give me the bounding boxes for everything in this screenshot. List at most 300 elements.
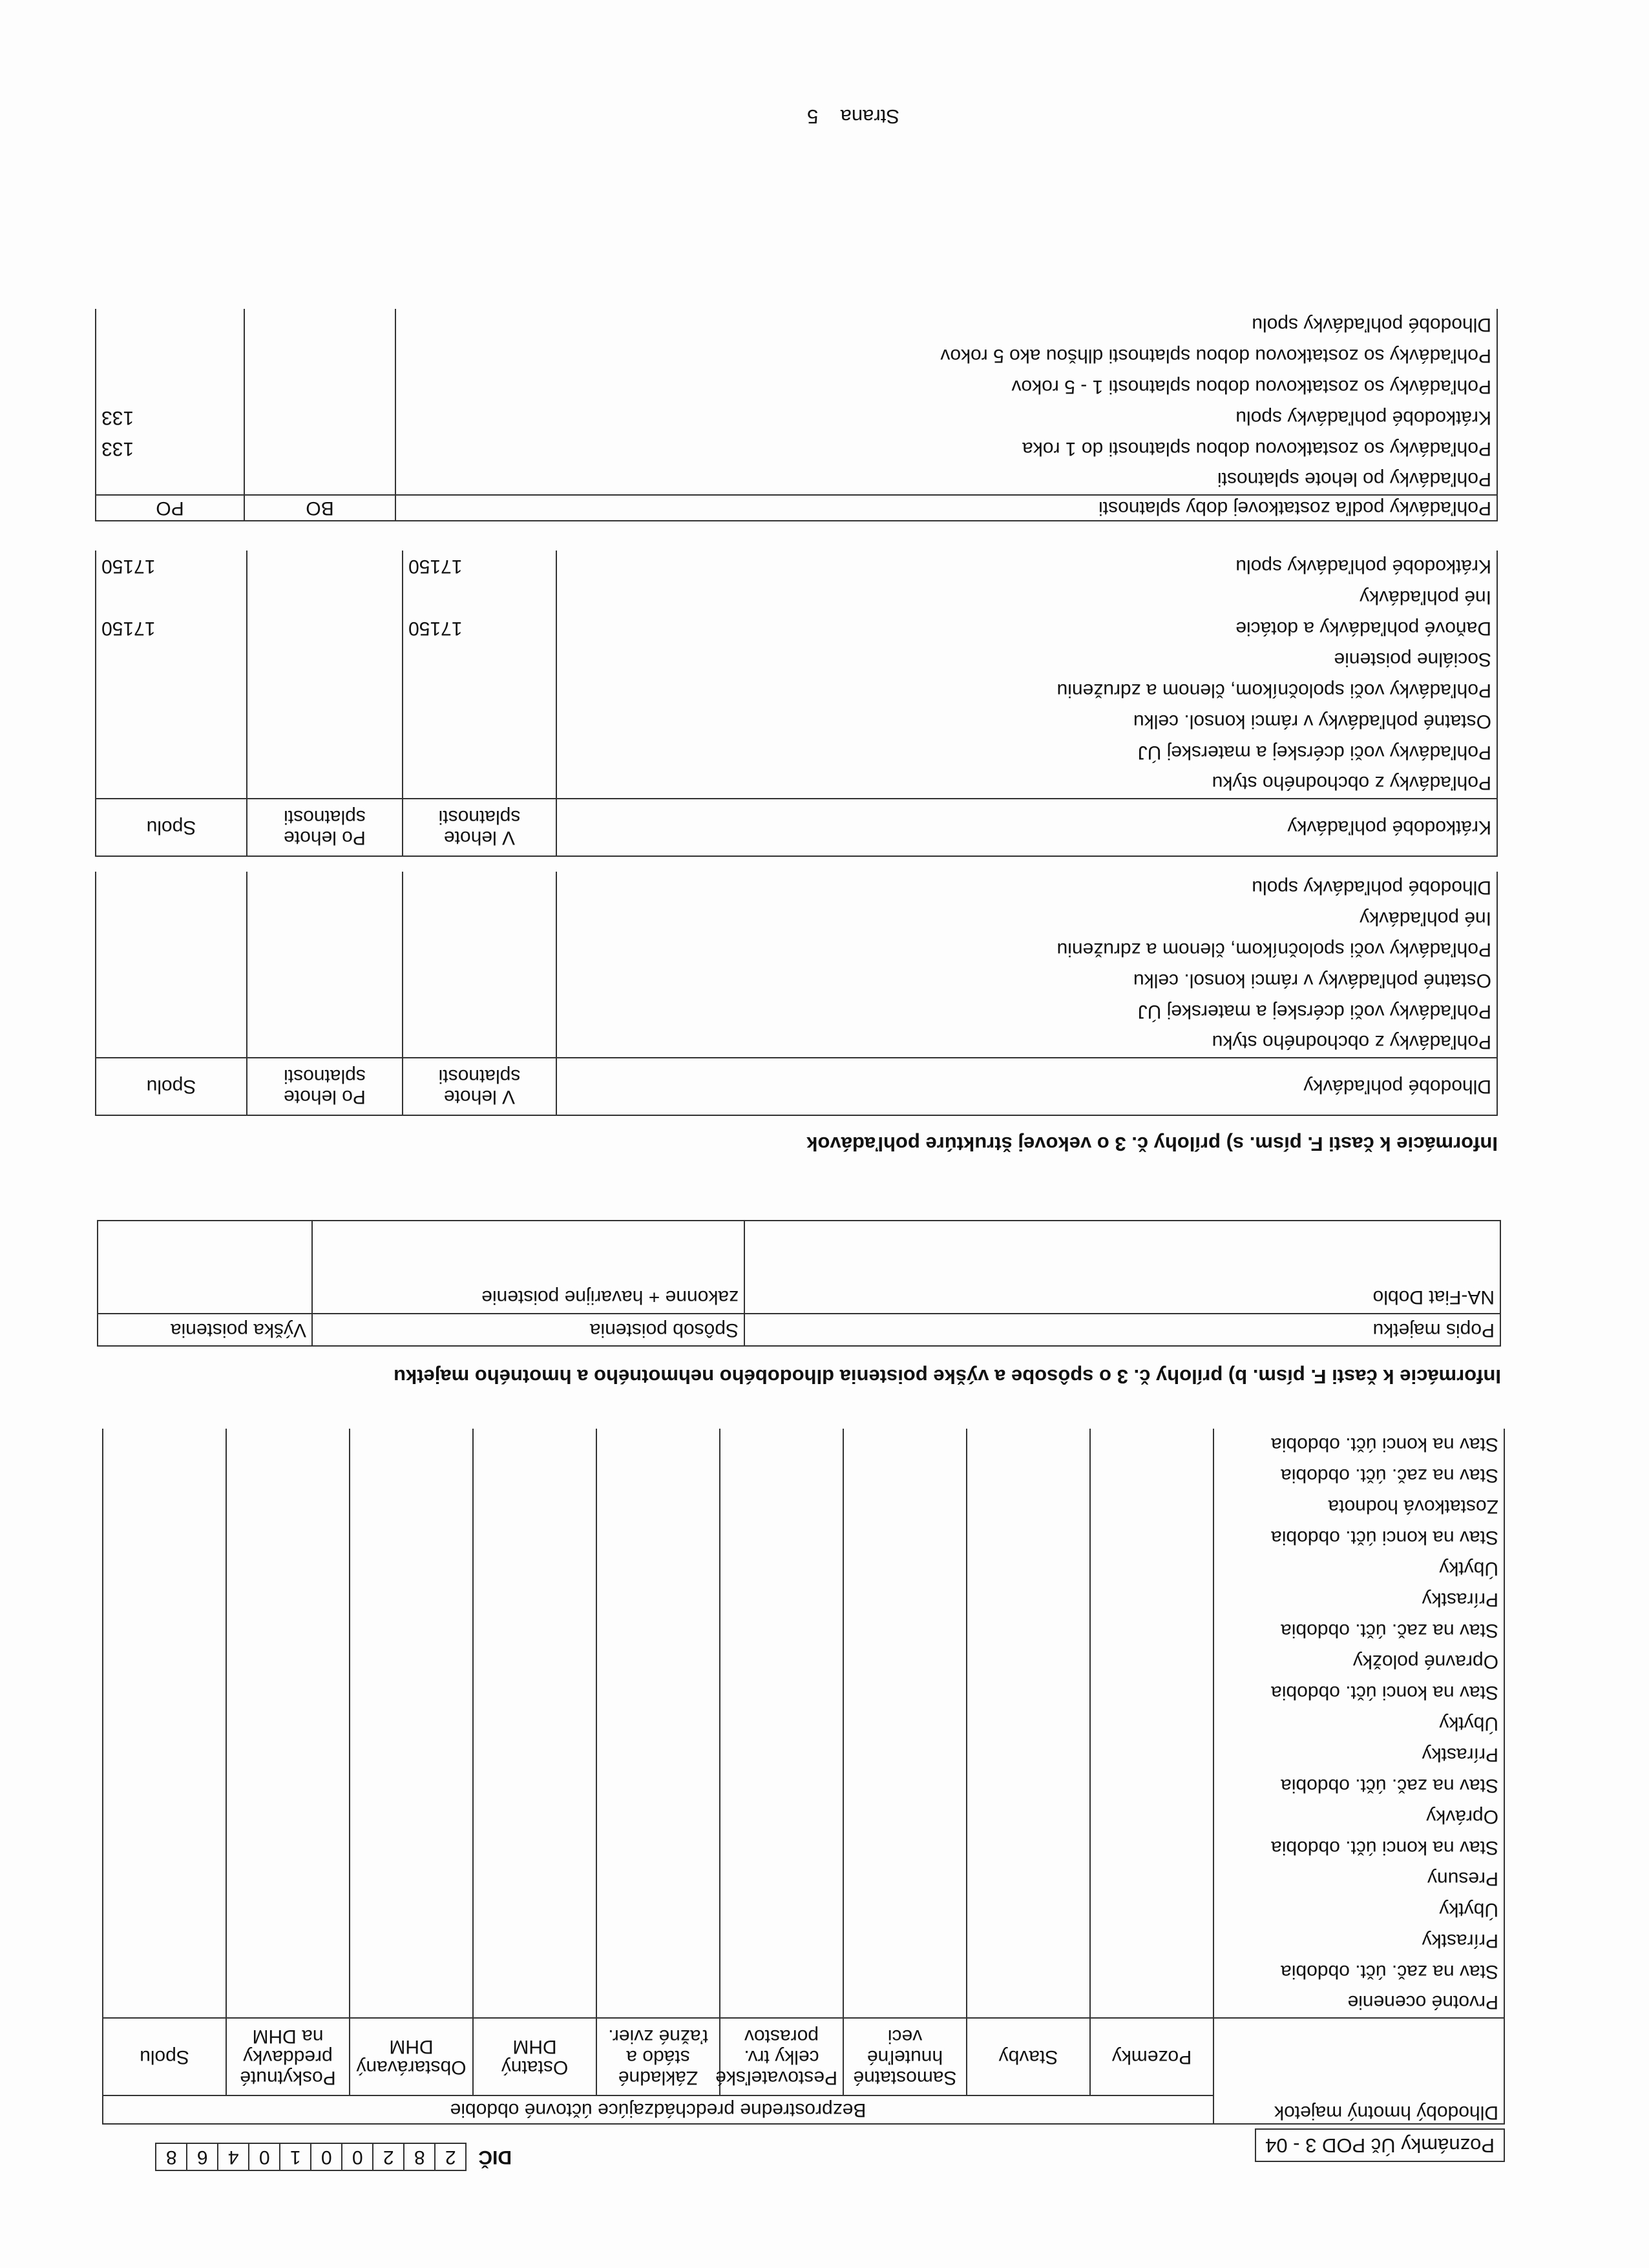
value-cell [103, 1615, 226, 1646]
value-cell [103, 1429, 226, 1460]
column-header: V lehote splatnosti [403, 799, 556, 856]
value-cell [596, 1894, 720, 1925]
value-cell [843, 1801, 967, 1832]
value-cell [843, 1739, 967, 1770]
table-row [103, 1894, 1504, 1925]
row-label: Prírastky [1213, 1925, 1504, 1956]
value-cell [473, 1429, 596, 1460]
value-cell [103, 1708, 226, 1739]
value-cell [1090, 1739, 1213, 1770]
value-cell [720, 1615, 843, 1646]
value-cell [226, 1987, 350, 2018]
row-label: Pohľadávky voči dcérskej a materskej ÚJ [556, 737, 1497, 768]
value-cell [473, 1708, 596, 1739]
value-cell [403, 872, 556, 903]
value-cell [226, 1615, 350, 1646]
value-cell [226, 1522, 350, 1553]
table-row [96, 872, 1497, 903]
value-cell [350, 1832, 473, 1863]
value-cell [247, 903, 403, 934]
value-cell [473, 1522, 596, 1553]
table-row [103, 1646, 1504, 1677]
table-row [103, 1553, 1504, 1584]
row-label: Úbytky [1213, 1894, 1504, 1925]
value-cell [103, 1491, 226, 1522]
value-cell [226, 1801, 350, 1832]
value-cell [596, 1987, 720, 2018]
value-cell [967, 1894, 1090, 1925]
dic-digit: 0 [248, 2144, 279, 2170]
value-cell [967, 1522, 1090, 1553]
dic-label: DIČ [478, 2147, 512, 2168]
value-cell [1090, 1708, 1213, 1739]
table-row [96, 1027, 1497, 1058]
column-header: Krátkodobé pohľadávky [556, 799, 1497, 856]
value-cell [1090, 1522, 1213, 1553]
value-cell: 17150 [403, 551, 556, 582]
value-cell [720, 1491, 843, 1522]
row-label: Iné pohľadávky [556, 582, 1497, 613]
value-cell [96, 464, 244, 495]
value-cell [350, 1553, 473, 1584]
value-cell [473, 1677, 596, 1708]
value-cell [1090, 1894, 1213, 1925]
value-cell [843, 1429, 967, 1460]
value-cell: 17150 [96, 613, 247, 644]
table-row [96, 934, 1497, 965]
value-cell [1090, 1801, 1213, 1832]
value-cell [720, 1677, 843, 1708]
row-label: Prírastky [1213, 1584, 1504, 1615]
value-cell [350, 1925, 473, 1956]
value-cell [350, 1646, 473, 1677]
table-row [103, 1987, 1504, 2018]
table-row [96, 371, 1497, 402]
value-cell [103, 1522, 226, 1553]
value-cell [350, 1584, 473, 1615]
value-cell [96, 675, 247, 706]
table-row [103, 1677, 1504, 1708]
value-cell [843, 1925, 967, 1956]
table-row [96, 551, 1497, 582]
value-cell [96, 706, 247, 737]
value-cell [720, 1987, 843, 2018]
value-cell [403, 706, 556, 737]
insurance-cell: zakonne + havarijne poistenie [312, 1221, 744, 1314]
value-cell [226, 1677, 350, 1708]
row-label: Pohľadávky po lehote splatnosti [395, 464, 1497, 495]
value-cell [226, 1770, 350, 1801]
value-cell [247, 768, 403, 799]
value-cell [247, 934, 403, 965]
column-header: PO [96, 495, 244, 521]
value-cell [843, 1584, 967, 1615]
value-cell [247, 996, 403, 1027]
table-row [96, 737, 1497, 768]
value-cell [403, 1027, 556, 1058]
column-header: Spolu [96, 1058, 247, 1115]
short-term-receivables-table [95, 551, 1498, 857]
value-cell [1090, 1832, 1213, 1863]
dhm-column-header: Pestovateľské celky trv. porastov [720, 2018, 843, 2095]
value-cell [720, 1894, 843, 1925]
value-cell [596, 1770, 720, 1801]
value-cell [473, 1553, 596, 1584]
insurance-title: Informácie k časti F. písm. b) prílohy č. 3 o spôsobe a výške poistenia dlhodobého nehmotného a hmotného majetku [394, 1365, 1501, 1388]
row-label: Krátkodobé pohľadávky spolu [395, 402, 1497, 433]
value-cell [596, 1863, 720, 1894]
table-row [96, 433, 1497, 464]
value-cell [247, 706, 403, 737]
value-cell [96, 903, 247, 934]
insurance-column-header: Popis majetku [744, 1314, 1500, 1346]
value-cell [843, 1460, 967, 1491]
row-label: Presuny [1213, 1863, 1504, 1894]
value-cell [843, 1677, 967, 1708]
value-cell [226, 1553, 350, 1584]
dhm-column-header: Stavby [967, 2018, 1090, 2095]
value-cell [967, 1429, 1090, 1460]
value-cell [720, 1956, 843, 1987]
insurance-table [97, 1220, 1501, 1347]
row-label: Stav na konci účt. obdobia [1213, 1677, 1504, 1708]
value-cell [596, 1956, 720, 1987]
row-label: Sociálne poistenie [556, 644, 1497, 675]
row-label: Úbytky [1213, 1708, 1504, 1739]
table-row [96, 965, 1497, 996]
value-cell [967, 1801, 1090, 1832]
table-row [103, 1770, 1504, 1801]
value-cell [473, 1832, 596, 1863]
table-row [98, 1221, 1500, 1314]
value-cell [226, 1460, 350, 1491]
row-label: Oprávky [1213, 1801, 1504, 1832]
value-cell [596, 1925, 720, 1956]
table-row [96, 903, 1497, 934]
value-cell [967, 1987, 1090, 2018]
value-cell [226, 1863, 350, 1894]
maturity-receivables-table [95, 309, 1498, 521]
table-row [103, 1863, 1504, 1894]
value-cell [967, 1646, 1090, 1677]
value-cell [96, 340, 244, 371]
table-row [96, 644, 1497, 675]
value-cell [247, 582, 403, 613]
dhm-table [102, 1429, 1505, 2125]
value-cell [843, 1646, 967, 1677]
table-row [96, 768, 1497, 799]
table-row [96, 613, 1497, 644]
value-cell [96, 965, 247, 996]
row-label: Stav na zač. účt. obdobia [1213, 1615, 1504, 1646]
value-cell [96, 934, 247, 965]
value-cell [843, 1832, 967, 1863]
table-row [96, 464, 1497, 495]
row-label: Prírastky [1213, 1739, 1504, 1770]
value-cell [96, 309, 244, 340]
column-header: BO [244, 495, 395, 521]
value-cell [473, 1491, 596, 1522]
dhm-column-header: Poskytnuté preddavky na DHM [226, 2018, 350, 2095]
value-cell [720, 1460, 843, 1491]
value-cell [967, 1708, 1090, 1739]
insurance-column-header: Spôsob poistenia [312, 1314, 744, 1346]
value-cell [1090, 1956, 1213, 1987]
value-cell [403, 737, 556, 768]
value-cell [96, 582, 247, 613]
value-cell [247, 613, 403, 644]
row-label: Pohľadávky so zostatkovou dobou splatnosti 1 - 5 rokov [395, 371, 1497, 402]
value-cell [843, 1894, 967, 1925]
dhm-column-header: Základné stádo a ťažné zvier. [596, 2018, 720, 2095]
value-cell [1090, 1460, 1213, 1491]
value-cell [473, 1894, 596, 1925]
insurance-cell: NA-Fiat Doblo [744, 1221, 1500, 1314]
value-cell [350, 1987, 473, 2018]
dic-digit: 1 [279, 2144, 310, 2170]
value-cell [247, 644, 403, 675]
value-cell [843, 1956, 967, 1987]
row-label: Pohľadávky so zostatkovou dobou splatnosti do 1 roka [395, 433, 1497, 464]
value-cell [967, 1863, 1090, 1894]
value-cell [843, 1491, 967, 1522]
table-row [96, 996, 1497, 1027]
table-row [103, 1956, 1504, 1987]
value-cell [720, 1925, 843, 1956]
value-cell [350, 1460, 473, 1491]
value-cell [843, 1770, 967, 1801]
row-label: Pohľadávky voči dcérskej a materskej ÚJ [556, 996, 1497, 1027]
dic-digit: 8 [403, 2144, 434, 2170]
value-cell [226, 1429, 350, 1460]
value-cell [473, 1801, 596, 1832]
value-cell [350, 1677, 473, 1708]
value-cell [720, 1646, 843, 1677]
value-cell [967, 1677, 1090, 1708]
table-row [103, 1832, 1504, 1863]
long-term-receivables-table [95, 872, 1498, 1116]
table-row [96, 309, 1497, 340]
table-row [103, 1925, 1504, 1956]
value-cell [350, 1739, 473, 1770]
table-row [103, 1615, 1504, 1646]
row-label: Zostatková hodnota [1213, 1491, 1504, 1522]
column-header: Po lehote splatnosti [247, 799, 403, 856]
value-cell [244, 340, 395, 371]
value-cell [596, 1553, 720, 1584]
value-cell [596, 1584, 720, 1615]
value-cell [720, 1770, 843, 1801]
column-header: Pohľadávky podľa zostatkovej doby splatnosti [395, 495, 1497, 521]
dic-digit: 2 [372, 2144, 403, 2170]
value-cell [103, 1987, 226, 2018]
value-cell [1090, 1584, 1213, 1615]
value-cell [473, 1770, 596, 1801]
row-label: Pohľadávky voči spoločníkom, členom a združeniu [556, 934, 1497, 965]
value-cell [244, 309, 395, 340]
value-cell [473, 1460, 596, 1491]
value-cell [226, 1925, 350, 1956]
value-cell [473, 1863, 596, 1894]
dhm-period-header: Bezprostredne predchádzajúce účtovné obdobie [103, 2095, 1213, 2124]
value-cell [596, 1832, 720, 1863]
dic-digit: 6 [186, 2144, 217, 2170]
row-label: Pohľadávky z obchodného styku [556, 1027, 1497, 1058]
value-cell [244, 464, 395, 495]
value-cell [103, 1801, 226, 1832]
page-number-value: 5 [806, 105, 819, 128]
row-label: Pohľadávky so zostatkovou dobou splatnosti dlhšou ako 5 rokov [395, 340, 1497, 371]
dhm-column-header: Ostatný DHM [473, 2018, 596, 2095]
row-label: Dlhodobé pohľadávky spolu [395, 309, 1497, 340]
table-row [96, 402, 1497, 433]
value-cell [473, 1925, 596, 1956]
value-cell [720, 1553, 843, 1584]
receivables-title: Informácie k časti F. písm. s) prílohy č. 3 o vekovej štruktúre pohľadávok [806, 1133, 1498, 1155]
value-cell [226, 1584, 350, 1615]
value-cell [226, 1739, 350, 1770]
value-cell: 133 [96, 402, 244, 433]
value-cell [1090, 1863, 1213, 1894]
value-cell [226, 1894, 350, 1925]
row-label: Stav na zač. účt. obdobia [1213, 1460, 1504, 1491]
row-label: Prvotné ocenenie [1213, 1987, 1504, 2018]
table-row [103, 1491, 1504, 1522]
value-cell [350, 1522, 473, 1553]
value-cell [596, 1460, 720, 1491]
value-cell [403, 675, 556, 706]
value-cell [403, 996, 556, 1027]
dic-digit: 2 [434, 2144, 465, 2170]
row-label: Iné pohľadávky [556, 903, 1497, 934]
value-cell [96, 644, 247, 675]
value-cell [350, 1429, 473, 1460]
table-row [96, 706, 1497, 737]
dhm-column-header: Obstarávaný DHM [350, 2018, 473, 2095]
value-cell [1090, 1429, 1213, 1460]
value-cell [403, 934, 556, 965]
value-cell [103, 1832, 226, 1863]
value-cell [720, 1863, 843, 1894]
row-label: Daňové pohľadávky a dotácie [556, 613, 1497, 644]
value-cell [244, 371, 395, 402]
value-cell [720, 1429, 843, 1460]
value-cell [96, 872, 247, 903]
column-header: Dlhodobé pohľadávky [556, 1058, 1497, 1115]
value-cell [967, 1832, 1090, 1863]
row-label: Úbytky [1213, 1553, 1504, 1584]
insurance-cell [98, 1221, 312, 1314]
value-cell [843, 1615, 967, 1646]
dic-digits [155, 2143, 467, 2171]
value-cell [1090, 1615, 1213, 1646]
row-label: Stav na zač. účt. obdobia [1213, 1956, 1504, 1987]
value-cell [103, 1956, 226, 1987]
value-cell [247, 675, 403, 706]
row-label: Stav na konci účt. obdobia [1213, 1832, 1504, 1863]
table-row [103, 1739, 1504, 1770]
row-label: Ostatné pohľadávky v rámci konsol. celku [556, 706, 1497, 737]
value-cell [720, 1708, 843, 1739]
value-cell [103, 1584, 226, 1615]
value-cell: 133 [96, 433, 244, 464]
value-cell: 17150 [403, 613, 556, 644]
value-cell [103, 1460, 226, 1491]
table-row [103, 1522, 1504, 1553]
value-cell [720, 1801, 843, 1832]
row-label: Stav na konci účt. obdobia [1213, 1429, 1504, 1460]
value-cell [350, 1770, 473, 1801]
value-cell [967, 1460, 1090, 1491]
value-cell [596, 1677, 720, 1708]
value-cell [473, 1739, 596, 1770]
value-cell [403, 965, 556, 996]
column-header: Spolu [96, 799, 247, 856]
value-cell [596, 1708, 720, 1739]
value-cell [244, 433, 395, 464]
value-cell [247, 965, 403, 996]
row-label: Krátkodobé pohľadávky spolu [556, 551, 1497, 582]
value-cell [226, 1646, 350, 1677]
value-cell [1090, 1646, 1213, 1677]
value-cell [843, 1553, 967, 1584]
value-cell [350, 1615, 473, 1646]
value-cell [967, 1739, 1090, 1770]
value-cell [244, 402, 395, 433]
value-cell [403, 582, 556, 613]
value-cell [843, 1522, 967, 1553]
value-cell [247, 551, 403, 582]
value-cell [967, 1956, 1090, 1987]
value-cell [103, 1770, 226, 1801]
dic-digit: 8 [165, 2147, 177, 2168]
dic-digit: 0 [341, 2144, 372, 2170]
value-cell [403, 644, 556, 675]
value-cell [473, 1956, 596, 1987]
value-cell [1090, 1770, 1213, 1801]
value-cell [967, 1553, 1090, 1584]
value-cell [720, 1739, 843, 1770]
row-label: Pohľadávky z obchodného styku [556, 768, 1497, 799]
value-cell [103, 1863, 226, 1894]
value-cell [967, 1491, 1090, 1522]
column-header: Po lehote splatnosti [247, 1058, 403, 1115]
value-cell [967, 1925, 1090, 1956]
value-cell [96, 1027, 247, 1058]
value-cell [96, 371, 244, 402]
value-cell [247, 737, 403, 768]
value-cell [403, 903, 556, 934]
table-row [96, 582, 1497, 613]
dhm-column-header: Spolu [103, 2018, 226, 2095]
table-row [96, 675, 1497, 706]
value-cell [96, 737, 247, 768]
form-label: Poznámky Úč POD 3 - 04 [1255, 2128, 1505, 2162]
column-header: V lehote splatnosti [403, 1058, 556, 1115]
value-cell [967, 1615, 1090, 1646]
value-cell [843, 1987, 967, 2018]
table-row [103, 1801, 1504, 1832]
dhm-column-header: Pozemky [1090, 2018, 1213, 2095]
value-cell [403, 768, 556, 799]
value-cell [596, 1491, 720, 1522]
row-label: Ostatné pohľadávky v rámci konsol. celku [556, 965, 1497, 996]
value-cell [596, 1646, 720, 1677]
value-cell [350, 1894, 473, 1925]
value-cell [103, 1646, 226, 1677]
value-cell [720, 1584, 843, 1615]
value-cell [1090, 1553, 1213, 1584]
